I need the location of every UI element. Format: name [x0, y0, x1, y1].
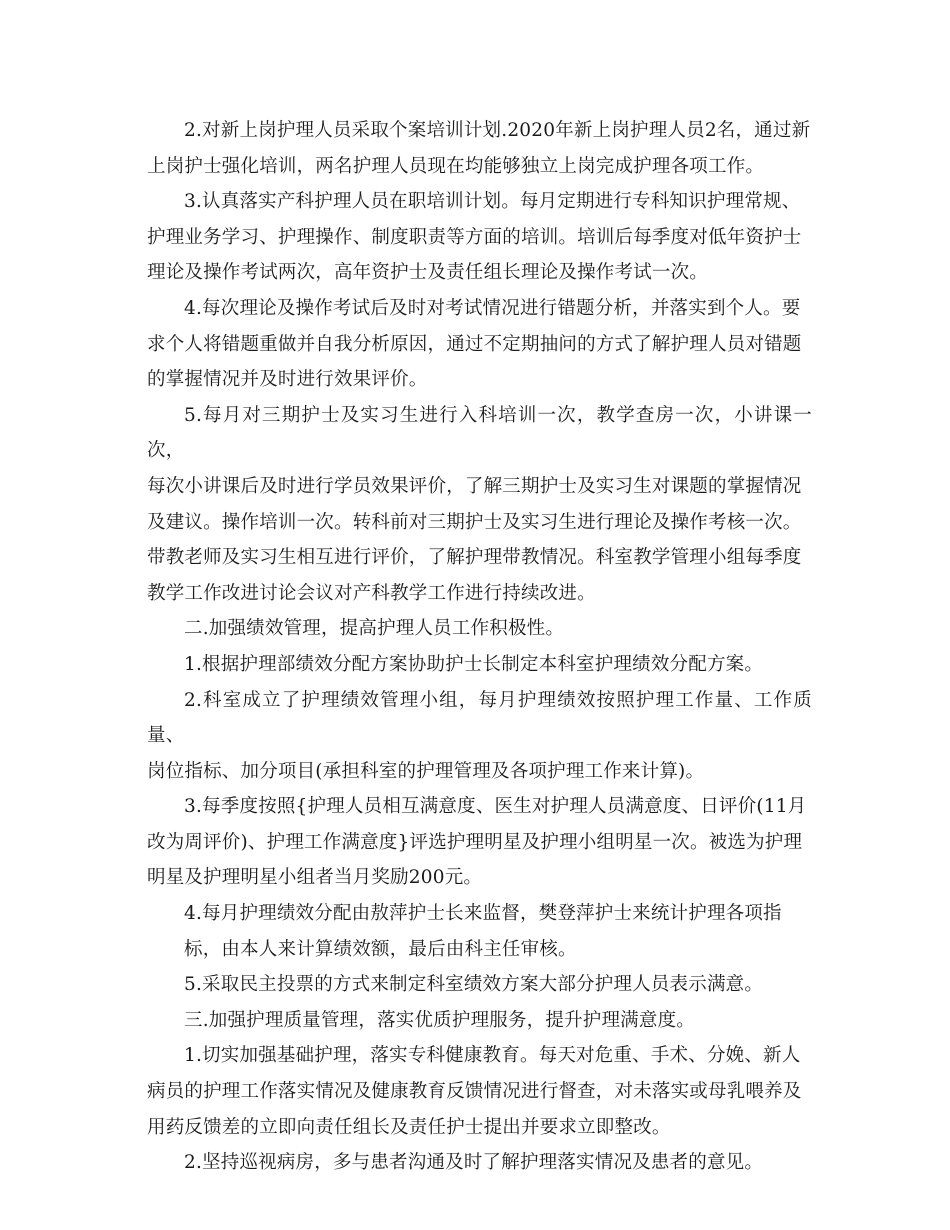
paragraph [147, 1038, 812, 1145]
paragraph [147, 398, 812, 612]
paragraph [147, 611, 812, 647]
text-line: 理论及操作考试两次，高年资护士及责任组长理论及操作考试一次。 [147, 262, 709, 284]
text-line: 1.根据护理部绩效分配方案协助护士长制定本科室护理绩效分配方案。 [184, 653, 764, 675]
text-line: 5.每月对三期护士及实习生进行入科培训一次，教学查房一次，小讲课一次， [147, 404, 812, 462]
text-line: 用药反馈差的立即向责任组长及责任护士提出并要求立即整改。 [147, 1116, 671, 1138]
paragraph [147, 683, 812, 790]
text-line: 4.每月护理绩效分配由敖萍护士长来监督，樊登萍护士来统计护理各项指 [184, 903, 782, 925]
text-line: 2.坚持巡视病房，多与患者沟通及时了解护理落实情况及患者的意见。 [184, 1152, 764, 1174]
text-line: 每次小讲课后及时进行学员效果评价，了解三期护士及实习生对课题的掌握情况 [147, 475, 802, 497]
text-line: 三.加强护理质量管理，落实优质护理服务，提升护理满意度。 [184, 1009, 695, 1031]
text-line: 3.认真落实产科护理人员在职培训计划。每月定期进行专科知识护理常规、 [184, 191, 801, 213]
text-line: 病员的护理工作落实情况及健康教育反馈情况进行督查，对未落实或母乳喂养及 [147, 1081, 802, 1103]
text-line: 3.每季度按照{护理人员相互满意度、医生对护理人员满意度、日评价(11月 [184, 796, 807, 818]
text-line: 2.科室成立了护理绩效管理小组，每月护理绩效按照护理工作量、工作质量、 [147, 689, 812, 747]
text-line: 带教老师及实习生相互进行评价，了解护理带教情况。科室教学管理小组每季度 [147, 547, 802, 569]
paragraph [147, 1003, 812, 1039]
text-line: 及建议。操作培训一次。转科前对三期护士及实习生进行理论及操作考核一次。 [147, 511, 802, 533]
text-line: 5.采取民主投票的方式来制定科室绩效方案大部分护理人员表示满意。 [184, 974, 764, 996]
paragraph [147, 789, 812, 896]
paragraph [147, 1145, 812, 1181]
text-line: 求个人将错题重做并自我分析原因，通过不定期抽问的方式了解护理人员对错题 [147, 333, 802, 355]
paragraph [147, 896, 812, 967]
text-line: 4.每次理论及操作考试后及时对考试情况进行错题分析，并落实到个人。要 [184, 297, 801, 319]
text-line: 二.加强绩效管理，提高护理人员工作积极性。 [184, 618, 565, 640]
paragraph [147, 967, 812, 1003]
text-line: 护理业务学习、护理操作、制度职责等方面的培训。培训后每季度对低年资护士 [147, 226, 802, 248]
text-line: 的掌握情况并及时进行效果评价。 [147, 369, 428, 391]
text-line: 2.对新上岗护理人员采取个案培训计划.2020年新上岗护理人员2名，通过新 [184, 120, 811, 141]
text-line: 改为周评价)、护理工作满意度}评选护理明星及护理小组明星一次。被选为护理 [147, 831, 803, 853]
document-body [147, 113, 812, 1181]
paragraph [147, 113, 812, 184]
text-line: 标，由本人来计算绩效额，最后由科主任审核。 [184, 938, 577, 960]
text-line: 上岗护士强化培训，两名护理人员现在均能够独立上岗完成护理各项工作。 [147, 155, 765, 177]
text-line: 明星及护理明星小组者当月奖励200元。 [147, 867, 483, 889]
text-line: 岗位指标、加分项目(承担科室的护理管理及各项护理工作来计算)。 [147, 760, 705, 782]
paragraph [147, 291, 812, 398]
paragraph [147, 647, 812, 683]
paragraph [147, 184, 812, 291]
text-line: 教学工作改进讨论会议对产科教学工作进行持续改进。 [147, 582, 596, 604]
text-line: 1.切实加强基础护理，落实专科健康教育。每天对危重、手术、分娩、新人 [184, 1045, 801, 1067]
